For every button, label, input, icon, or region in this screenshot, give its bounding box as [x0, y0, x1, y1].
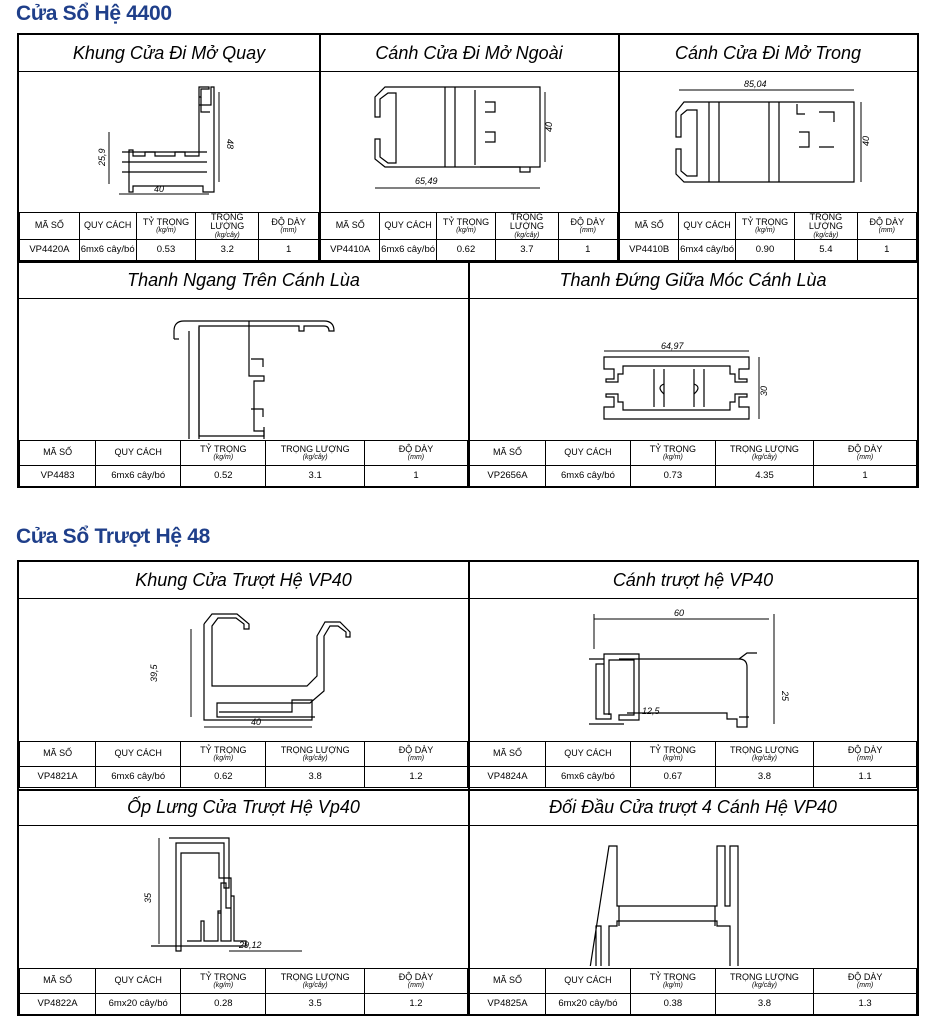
product-panel [19, 789, 468, 1015]
header-ma-so: MÃ SỐ [470, 969, 546, 994]
profile-drawing [469, 299, 917, 442]
profile-drawing [19, 826, 468, 970]
value-quy-cach: 6mx6 cây/bó [380, 240, 436, 261]
product-panel [619, 35, 917, 261]
header-do-day: ĐỘ DÀY (mm) [857, 212, 916, 239]
value-quy-cach: 6mx6 cây/bó [545, 466, 630, 487]
profile-drawing [619, 72, 917, 216]
value-ty-trong: 0.28 [181, 994, 266, 1015]
value-do-day: 1.2 [364, 767, 467, 788]
header-do-day: ĐỘ DÀY (mm) [558, 212, 617, 239]
header-trong-luong: TRỌNG LƯỢNG (kg/cây) [496, 212, 558, 239]
header-ma-so: MÃ SỐ [470, 441, 546, 466]
dim-label: 64,97 [661, 341, 684, 351]
panel-title: Khung Cửa Đi Mở Quay [19, 35, 319, 72]
header-do-day: ĐỘ DÀY (mm) [814, 441, 917, 466]
value-quy-cach: 6mx6 cây/bó [96, 466, 181, 487]
header-ma-so: MÃ SỐ [20, 441, 96, 466]
value-ma-so: VP2656A [470, 466, 546, 487]
header-do-day: ĐỘ DÀY (mm) [259, 212, 319, 239]
header-ty-trong: TỶ TRỌNG (kg/m) [630, 969, 715, 994]
header-do-day: ĐỘ DÀY (mm) [814, 742, 917, 767]
header-trong-luong: TRỌNG LƯỢNG (kg/cây) [795, 212, 857, 239]
header-ty-trong: TỶ TRỌNG (kg/m) [735, 212, 794, 239]
dim-label: 40 [154, 184, 165, 194]
header-trong-luong: TRỌNG LƯỢNG (kg/cây) [196, 212, 259, 239]
value-ty-trong: 0.73 [630, 466, 715, 487]
value-do-day: 1 [857, 240, 916, 261]
spec-table [619, 212, 917, 261]
value-trong-luong: 4.35 [715, 466, 813, 487]
value-ma-so: VP4821A [20, 767, 96, 788]
dim-label: 29,12 [239, 940, 262, 950]
value-do-day: 1.2 [364, 994, 467, 1015]
spec-table [320, 212, 618, 261]
header-quy-cach: QUY CÁCH [545, 742, 630, 767]
value-ty-trong: 0.62 [436, 240, 495, 261]
panel-title: Cánh Cửa Đi Mở Ngoài [320, 35, 618, 72]
value-quy-cach: 6mx20 cây/bó [545, 994, 630, 1015]
dim-label: 25,9 [97, 148, 107, 166]
value-quy-cach: 6mx20 cây/bó [96, 994, 181, 1015]
value-quy-cach: 6mx6 cây/bó [545, 767, 630, 788]
value-trong-luong: 3.8 [715, 994, 813, 1015]
header-ma-so: MÃ SỐ [20, 969, 96, 994]
value-ma-so: VP4410B [620, 240, 679, 261]
profile-drawing [19, 72, 319, 216]
header-quy-cach: QUY CÁCH [679, 212, 735, 239]
value-do-day: 1.3 [814, 994, 917, 1015]
dim-label: 12,5 [642, 706, 660, 716]
product-panel [320, 35, 618, 261]
profile-drawing [469, 599, 917, 743]
panel-title: Cánh Cửa Đi Mở Trong [619, 35, 917, 72]
profile-drawing [469, 826, 917, 970]
spec-table [19, 440, 468, 487]
value-trong-luong: 3.2 [196, 240, 259, 261]
header-ty-trong: TỶ TRỌNG (kg/m) [181, 441, 266, 466]
spec-table [469, 968, 917, 1015]
value-ty-trong: 0.90 [735, 240, 794, 261]
panel-title: Thanh Ngang Trên Cánh Lùa [19, 262, 468, 299]
dim-label: 60 [674, 608, 685, 618]
value-ma-so: VP4824A [470, 767, 546, 788]
header-trong-luong: TRỌNG LƯỢNG (kg/cây) [266, 742, 365, 767]
spec-table [19, 741, 468, 788]
value-do-day: 1 [814, 466, 917, 487]
header-quy-cach: QUY CÁCH [380, 212, 436, 239]
header-trong-luong: TRỌNG LƯỢNG (kg/cây) [715, 441, 813, 466]
value-do-day: 1 [558, 240, 617, 261]
value-ty-trong: 0.52 [181, 466, 266, 487]
header-quy-cach: QUY CÁCH [545, 969, 630, 994]
value-do-day: 1.1 [814, 767, 917, 788]
header-do-day: ĐỘ DÀY (mm) [364, 742, 467, 767]
value-ty-trong: 0.38 [630, 994, 715, 1015]
section-title-48: Cửa Sổ Trượt Hệ 48 [16, 525, 210, 548]
value-quy-cach: 6mx6 cây/bó [79, 240, 136, 261]
value-ty-trong: 0.67 [630, 767, 715, 788]
profile-drawing [19, 599, 468, 743]
value-trong-luong: 5.4 [795, 240, 857, 261]
dim-label: 40 [861, 135, 871, 146]
header-ty-trong: TỶ TRỌNG (kg/m) [630, 441, 715, 466]
product-panel [19, 35, 319, 261]
value-ma-so: VP4420A [20, 240, 80, 261]
value-trong-luong: 3.7 [496, 240, 558, 261]
spec-table [469, 440, 917, 487]
value-ma-so: VP4825A [470, 994, 546, 1015]
value-do-day: 1 [364, 466, 467, 487]
header-do-day: ĐỘ DÀY (mm) [364, 441, 467, 466]
product-panel [469, 262, 917, 487]
header-ty-trong: TỶ TRỌNG (kg/m) [436, 212, 495, 239]
header-quy-cach: QUY CÁCH [96, 742, 181, 767]
spec-table [469, 741, 917, 788]
dim-label: 30 [759, 385, 769, 396]
panel-title: Khung Cửa Trượt Hệ VP40 [19, 562, 468, 599]
spec-table [19, 212, 319, 261]
value-quy-cach: 6mx6 cây/bó [96, 767, 181, 788]
header-quy-cach: QUY CÁCH [96, 441, 181, 466]
header-ty-trong: TỶ TRỌNG (kg/m) [136, 212, 196, 239]
value-trong-luong: 3.1 [266, 466, 365, 487]
value-ma-so: VP4822A [20, 994, 96, 1015]
dim-label: 25 [780, 691, 790, 702]
panel-title: Cánh trượt hệ VP40 [469, 562, 917, 599]
value-do-day: 1 [259, 240, 319, 261]
header-ma-so: MÃ SỐ [321, 212, 380, 239]
profile-drawing [19, 299, 468, 442]
profile-drawing [320, 72, 618, 216]
header-do-day: ĐỘ DÀY (mm) [364, 969, 467, 994]
value-ty-trong: 0.62 [181, 767, 266, 788]
header-ty-trong: TỶ TRỌNG (kg/m) [181, 742, 266, 767]
value-trong-luong: 3.5 [266, 994, 365, 1015]
panel-title: Thanh Đứng Giữa Móc Cánh Lùa [469, 262, 917, 299]
header-trong-luong: TRỌNG LƯỢNG (kg/cây) [266, 969, 365, 994]
value-ma-so: VP4410A [321, 240, 380, 261]
header-ty-trong: TỶ TRỌNG (kg/m) [181, 969, 266, 994]
section-title-4400: Cửa Sổ Hệ 4400 [16, 2, 172, 25]
header-ty-trong: TỶ TRỌNG (kg/m) [630, 742, 715, 767]
header-ma-so: MÃ SỐ [470, 742, 546, 767]
product-panel [469, 789, 917, 1015]
value-trong-luong: 3.8 [266, 767, 365, 788]
dim-label: 48 [225, 139, 235, 150]
header-trong-luong: TRỌNG LƯỢNG (kg/cây) [266, 441, 365, 466]
product-panel [469, 562, 917, 788]
dim-label: 85,04 [744, 79, 767, 89]
dim-label: 65,49 [415, 176, 438, 186]
value-quy-cach: 6mx4 cây/bó [679, 240, 735, 261]
panel-title: Ốp Lưng Cửa Trượt Hệ Vp40 [19, 789, 468, 826]
header-quy-cach: QUY CÁCH [545, 441, 630, 466]
value-ma-so: VP4483 [20, 466, 96, 487]
value-ty-trong: 0.53 [136, 240, 196, 261]
header-quy-cach: QUY CÁCH [96, 969, 181, 994]
value-trong-luong: 3.8 [715, 767, 813, 788]
header-do-day: ĐỘ DÀY (mm) [814, 969, 917, 994]
dim-label: 40 [251, 717, 262, 727]
header-ma-so: MÃ SỐ [20, 212, 80, 239]
product-panel [19, 562, 468, 788]
panel-title: Đối Đầu Cửa trượt 4 Cánh Hệ VP40 [469, 789, 917, 826]
header-ma-so: MÃ SỐ [620, 212, 679, 239]
header-quy-cach: QUY CÁCH [79, 212, 136, 239]
dim-label: 40 [544, 121, 554, 132]
header-trong-luong: TRỌNG LƯỢNG (kg/cây) [715, 742, 813, 767]
product-panel [19, 262, 468, 487]
dim-label: 35 [143, 892, 153, 903]
header-ma-so: MÃ SỐ [20, 742, 96, 767]
header-trong-luong: TRỌNG LƯỢNG (kg/cây) [715, 969, 813, 994]
dim-label: 39,5 [149, 664, 159, 682]
spec-table [19, 968, 468, 1015]
